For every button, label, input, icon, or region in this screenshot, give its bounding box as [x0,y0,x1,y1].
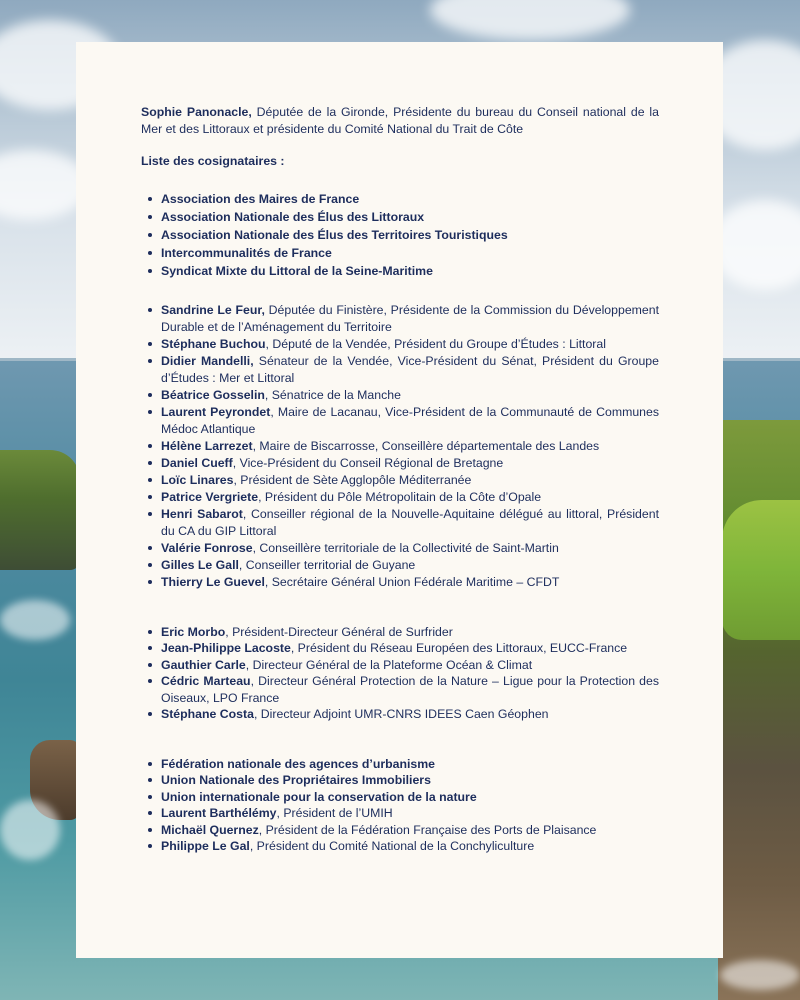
signatory-name: Valérie Fonrose [161,540,253,555]
signatory-role: , Président du Comité National de la Conchyliculture [249,839,535,853]
list-item: Association Nationale des Élus des Littoraux [141,208,659,226]
signatory-role: , Président du Réseau Européen des Littoraux, EUCC-France [290,641,628,655]
signatory-role: , Secrétaire Général Union Fédérale Maritime – CFDT [264,574,560,589]
list-item [141,706,659,723]
list-item [141,822,659,839]
signatory-name: Laurent Barthélémy [161,806,277,820]
right-cliff-grass [722,500,800,640]
list-item [141,789,659,806]
signatory-name: Didier Mandelli, [161,353,254,368]
signatory-name: Laurent Peyrondet [161,404,271,419]
signatory-name: Hélène Larrezet [161,438,253,453]
signatory-role: , Sénatrice de la Manche [264,387,401,402]
signatory-role: , Maire de Biscarrosse, Conseillère départementale des Landes [252,438,600,453]
signatory-role: , Directeur Adjoint UMR-CNRS IDEES Caen Géophen [253,707,549,721]
list-item [141,574,659,591]
signatory-role: , Président de Sète Agglopôle Méditerranée [233,472,472,487]
sea-foam [0,800,60,860]
signatory-name: Eric Morbo [161,624,226,639]
organizations-list [141,190,659,280]
list-item [141,455,659,472]
signatory-role: , Vice-Président du Conseil Régional de Bretagne [232,455,504,470]
list-item [141,756,659,773]
document-card [76,42,723,958]
list-item [141,557,659,574]
experts-list [141,624,659,723]
intro-name: Sophie Panonacle, [141,105,252,119]
signatory-name: Michaël Quernez [161,822,259,837]
sea-foam [720,960,800,990]
signatory-role: , Directeur Général de la Plateforme Océan & Climat [245,657,533,672]
signatory-role: Députée du Finistère, Présidente de la Commission du Développement Durable et de l’Aménagement du Territoire [161,302,660,334]
signatory-name: Union internationale pour la conservation de la nature [161,789,477,804]
list-item [141,472,659,489]
list-item [141,838,659,855]
list-item [141,302,659,336]
list-item: Intercommunalités de France [141,244,659,262]
signatory-role: , Président de l’UMIH [276,806,393,820]
signatory-name: Stéphane Buchou [161,336,266,351]
signatory-name: Gauthier Carle [161,657,246,672]
signatory-role: , Président-Directeur Général de Surfrider [225,624,453,639]
list-item: Association des Maires de France [141,190,659,208]
list-item [141,404,659,438]
list-item: Syndicat Mixte du Littoral de la Seine-Maritime [141,262,659,280]
signatory-name: Daniel Cueff [161,455,233,470]
signatory-name: Thierry Le Guevel [161,574,265,589]
list-item [141,673,659,706]
signatory-name: Gilles Le Gall [161,557,239,572]
sea-foam [0,600,70,640]
signatory-role: , Président de la Fédération Française des Ports de Plaisance [258,822,597,837]
signatory-name: Sandrine Le Feur, [161,302,265,317]
signatory-name: Union Nationale des Propriétaires Immobiliers [161,773,431,787]
list-item [141,640,659,657]
list-item [141,353,659,387]
list-item [141,489,659,506]
signatory-name: Béatrice Gosselin [161,387,265,402]
list-item [141,772,659,789]
left-cliff [0,450,80,570]
officials-list [141,302,659,591]
intro-role: Députée de la Gironde, Présidente du bureau du Conseil national de la Mer et des Littoraux et présidente du Comité National du Trait de Côte [141,105,659,136]
signatory-role: , Député de la Vendée, Président du Groupe d’Études : Littoral [265,336,606,351]
other-signatories-list [141,756,659,855]
list-item [141,438,659,455]
signatory-role: , Conseiller régional de la Nouvelle-Aquitaine délégué au littoral, Président du CA du GIP Littoral [161,506,659,538]
signatory-role: , Président du Pôle Métropolitain de la Côte d’Opale [258,489,542,504]
intro-paragraph [141,104,659,137]
list-item [141,624,659,641]
list-item [141,336,659,353]
signatory-name: Philippe Le Gal [161,839,250,853]
cosignatories-heading: Liste des cosignataires : [141,154,285,168]
signatory-role: , Directeur Général Protection de la Nature – Ligue pour la Protection des Oiseaux, LPO France [161,674,660,705]
signatory-role: , Conseiller territorial de Guyane [238,557,416,572]
signatory-name: Fédération nationale des agences d’urbanisme [161,756,436,771]
list-item [141,506,659,540]
document-content [141,104,659,855]
list-item [141,657,659,674]
list-item [141,805,659,822]
signatory-name: Cédric Marteau [161,674,251,688]
signatory-role: , Conseillère territoriale de la Collectivité de Saint-Martin [252,540,559,555]
signatory-role: Sénateur de la Vendée, Vice-Président du Sénat, Président du Groupe d’Études : Mer et Littoral [161,353,659,385]
signatory-name: Henri Sabarot [161,506,243,521]
list-item [141,387,659,404]
list-item: Association Nationale des Élus des Territoires Touristiques [141,226,659,244]
list-item [141,540,659,557]
signatory-name: Stéphane Costa [161,707,254,721]
signatory-role: , Maire de Lacanau, Vice-Président de la Communauté de Communes Médoc Atlantique [161,404,659,436]
signatory-name: Loïc Linares [161,472,234,487]
signatory-name: Jean-Philippe Lacoste [161,641,291,655]
signatory-name: Patrice Vergriete [161,489,259,504]
